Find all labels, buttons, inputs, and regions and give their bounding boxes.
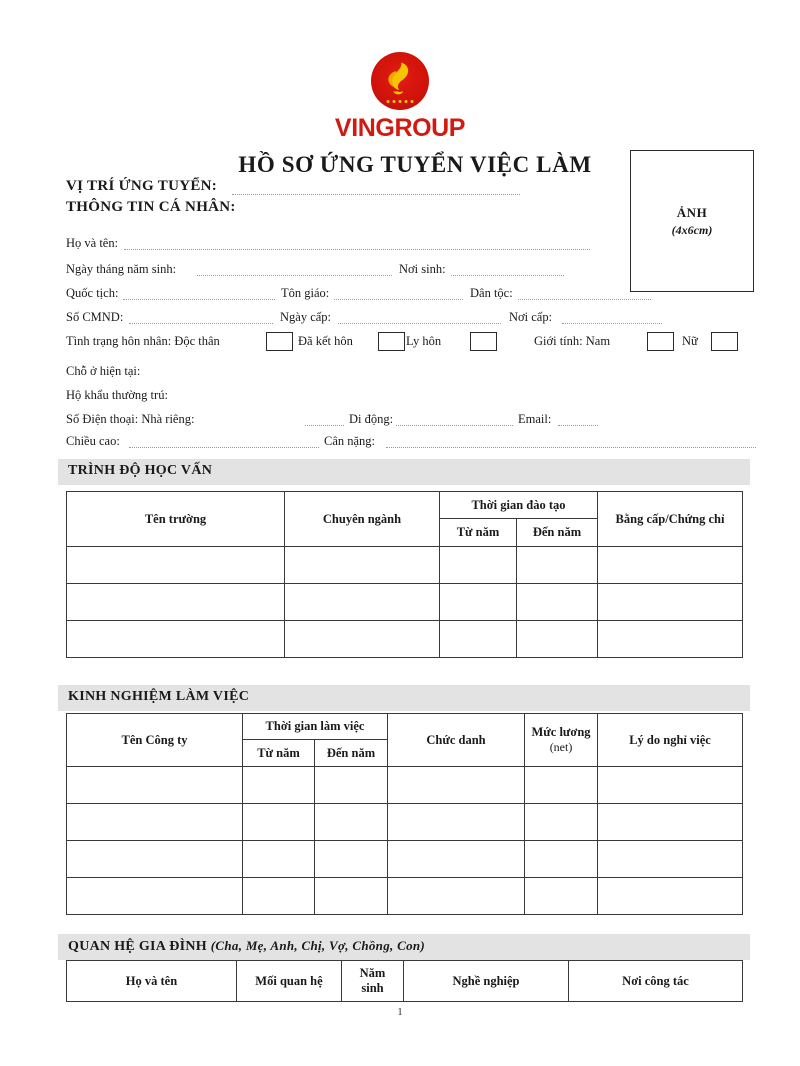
cell-degree[interactable] — [598, 584, 743, 621]
full-name-input-line[interactable] — [124, 249, 590, 250]
bird-glyph-icon — [383, 61, 417, 97]
issue-date-label: Ngày cấp: — [280, 310, 332, 324]
logo-dots-decoration — [387, 100, 414, 103]
field-dob-birthplace — [66, 262, 756, 284]
experience-section-band — [58, 685, 750, 711]
cell-degree[interactable] — [598, 547, 743, 584]
cell-to-year[interactable] — [517, 547, 598, 584]
cell-position[interactable] — [388, 841, 525, 878]
col-work-duration: Thời gian làm việc — [243, 714, 388, 740]
family-band-title — [68, 938, 425, 955]
dob-input-line[interactable] — [197, 275, 392, 276]
id-number-label: Số CMND: — [66, 310, 124, 324]
cell-company[interactable] — [67, 767, 243, 804]
education-section-band — [58, 459, 750, 485]
divorced-label: Ly hôn — [406, 334, 442, 348]
married-label: Đã kết hôn — [298, 334, 353, 348]
dob-label: Ngày tháng năm sinh: — [66, 262, 177, 276]
cell-position[interactable] — [388, 804, 525, 841]
photo-size-label: (4x6cm) — [671, 222, 713, 237]
cell-major[interactable] — [285, 547, 440, 584]
experience-table — [66, 713, 743, 915]
col-salary — [525, 714, 598, 767]
birthplace-label: Nơi sinh: — [399, 262, 446, 276]
cell-from-year[interactable] — [243, 804, 315, 841]
cell-position[interactable] — [388, 878, 525, 915]
cell-to-year[interactable] — [315, 878, 388, 915]
family-table — [66, 960, 743, 1002]
position-applied-input-line[interactable] — [232, 194, 520, 195]
home-phone-label: Số Điện thoại: Nhà riêng: — [66, 412, 195, 426]
education-data-row[interactable] — [67, 621, 743, 658]
cell-from-year[interactable] — [243, 878, 315, 915]
cell-school[interactable] — [67, 547, 285, 584]
permanent-address-label: Hộ khẩu thường trú: — [66, 388, 168, 402]
page-number: 1 — [397, 1006, 403, 1018]
cell-from-year[interactable] — [440, 547, 517, 584]
education-data-row[interactable] — [67, 547, 743, 584]
cell-major[interactable] — [285, 584, 440, 621]
cell-school[interactable] — [67, 621, 285, 658]
col-school: Tên trường — [67, 492, 285, 547]
religion-input-line[interactable] — [334, 299, 463, 300]
field-nationality-religion-ethnicity — [66, 286, 756, 308]
col-major: Chuyên ngành — [285, 492, 440, 547]
cell-to-year[interactable] — [315, 767, 388, 804]
experience-data-row[interactable] — [67, 767, 743, 804]
cell-to-year[interactable] — [517, 584, 598, 621]
cell-salary[interactable] — [525, 841, 598, 878]
checkbox-single[interactable] — [266, 332, 293, 351]
weight-label: Cân nặng: — [324, 434, 376, 448]
cell-salary[interactable] — [525, 804, 598, 841]
cell-school[interactable] — [67, 584, 285, 621]
birth-year-line1: Năm — [359, 966, 386, 980]
col-relation: Mối quan hệ — [237, 961, 342, 1002]
cell-from-year[interactable] — [440, 584, 517, 621]
issue-place-input-line[interactable] — [562, 323, 662, 324]
cell-company[interactable] — [67, 841, 243, 878]
family-title-note: (Cha, Mẹ, Anh, Chị, Vợ, Chồng, Con) — [210, 938, 426, 953]
col-company: Tên Công ty — [67, 714, 243, 767]
salary-label: Mức lương — [531, 725, 591, 739]
cell-salary[interactable] — [525, 878, 598, 915]
family-title-text: QUAN HỆ GIA ĐÌNH — [68, 939, 211, 954]
experience-band-title: KINH NGHIỆM LÀM VIỆC — [68, 689, 250, 704]
nationality-input-line[interactable] — [123, 299, 275, 300]
cell-position[interactable] — [388, 767, 525, 804]
col-birth-year — [342, 961, 404, 1002]
company-logo — [0, 52, 800, 143]
col-position: Chức danh — [388, 714, 525, 767]
ethnicity-input-line[interactable] — [518, 299, 651, 300]
religion-label: Tôn giáo: — [281, 286, 330, 300]
col-duration: Thời gian đào tạo — [440, 492, 598, 519]
email-label: Email: — [518, 412, 552, 426]
cell-leave-reason[interactable] — [598, 841, 743, 878]
cell-degree[interactable] — [598, 621, 743, 658]
col-leave-reason: Lý do nghỉ việc — [598, 714, 743, 767]
email-input-line[interactable] — [558, 425, 598, 426]
cell-to-year[interactable] — [517, 621, 598, 658]
family-section-band — [58, 934, 750, 960]
logo-wordmark: VINGROUP — [334, 114, 466, 142]
col-from-year: Từ năm — [243, 740, 315, 767]
issue-place-label: Nơi cấp: — [509, 310, 553, 324]
mobile-input-line[interactable] — [396, 425, 513, 426]
field-phone-email — [66, 412, 756, 434]
ethnicity-label: Dân tộc: — [470, 286, 513, 300]
birthplace-input-line[interactable] — [451, 275, 564, 276]
field-height-weight — [66, 434, 756, 456]
field-permanent-address — [66, 388, 756, 410]
cell-from-year[interactable] — [243, 767, 315, 804]
col-degree: Bằng cấp/Chứng chỉ — [598, 492, 743, 547]
height-label: Chiều cao: — [66, 434, 120, 448]
field-marital-gender — [66, 334, 756, 356]
cell-from-year[interactable] — [243, 841, 315, 878]
gender-label: Giới tính: Nam — [534, 334, 611, 348]
id-number-input-line[interactable] — [129, 323, 273, 324]
col-to-year: Đến năm — [517, 519, 598, 547]
salary-note: (net) — [549, 740, 573, 754]
position-applied-heading: VỊ TRÍ ỨNG TUYỂN: — [66, 178, 218, 194]
issue-date-input-line[interactable] — [338, 323, 501, 324]
personal-info-heading: THÔNG TIN CÁ NHÂN: — [66, 199, 236, 215]
cell-from-year[interactable] — [440, 621, 517, 658]
field-full-name — [66, 236, 756, 258]
education-header-row-1 — [67, 492, 743, 519]
marital-status-label: Tình trạng hôn nhân: Độc thân — [66, 334, 220, 348]
current-address-label: Chỗ ở hiện tại: — [66, 364, 141, 378]
document-title: HỒ SƠ ỨNG TUYỂN VIỆC LÀM — [238, 152, 592, 177]
full-name-label: Họ và tên: — [66, 236, 119, 250]
mobile-label: Di động: — [349, 412, 394, 426]
cell-leave-reason[interactable] — [598, 878, 743, 915]
checkbox-female[interactable] — [711, 332, 738, 351]
weight-input-line[interactable] — [386, 447, 756, 448]
col-family-name: Họ và tên — [67, 961, 237, 1002]
cell-company[interactable] — [67, 878, 243, 915]
education-band-title: TRÌNH ĐỘ HỌC VẤN — [68, 463, 213, 478]
family-header-row — [67, 961, 743, 1002]
cell-salary[interactable] — [525, 767, 598, 804]
col-to-year: Đến năm — [315, 740, 388, 767]
col-occupation: Nghề nghiệp — [404, 961, 569, 1002]
field-current-address — [66, 364, 756, 386]
experience-data-row[interactable] — [67, 804, 743, 841]
checkbox-male[interactable] — [647, 332, 674, 351]
checkbox-divorced[interactable] — [470, 332, 497, 351]
col-workplace: Nơi công tác — [569, 961, 743, 1002]
cell-to-year[interactable] — [315, 804, 388, 841]
birth-year-line2: sinh — [361, 981, 384, 995]
col-from-year: Từ năm — [440, 519, 517, 547]
field-id-number — [66, 310, 756, 332]
experience-data-row[interactable] — [67, 841, 743, 878]
cell-to-year[interactable] — [315, 841, 388, 878]
experience-data-row[interactable] — [67, 878, 743, 915]
home-phone-input-line[interactable] — [305, 425, 344, 426]
cell-major[interactable] — [285, 621, 440, 658]
cell-leave-reason[interactable] — [598, 804, 743, 841]
checkbox-married[interactable] — [378, 332, 405, 351]
vingroup-bird-icon — [371, 52, 429, 110]
education-data-row[interactable] — [67, 584, 743, 621]
height-input-line[interactable] — [129, 447, 319, 448]
gender-female-label: Nữ — [682, 334, 698, 348]
cell-leave-reason[interactable] — [598, 767, 743, 804]
experience-header-row-1 — [67, 714, 743, 740]
cell-company[interactable] — [67, 804, 243, 841]
education-table — [66, 491, 743, 658]
photo-label: ẢNH — [676, 204, 708, 220]
nationality-label: Quốc tịch: — [66, 286, 119, 300]
